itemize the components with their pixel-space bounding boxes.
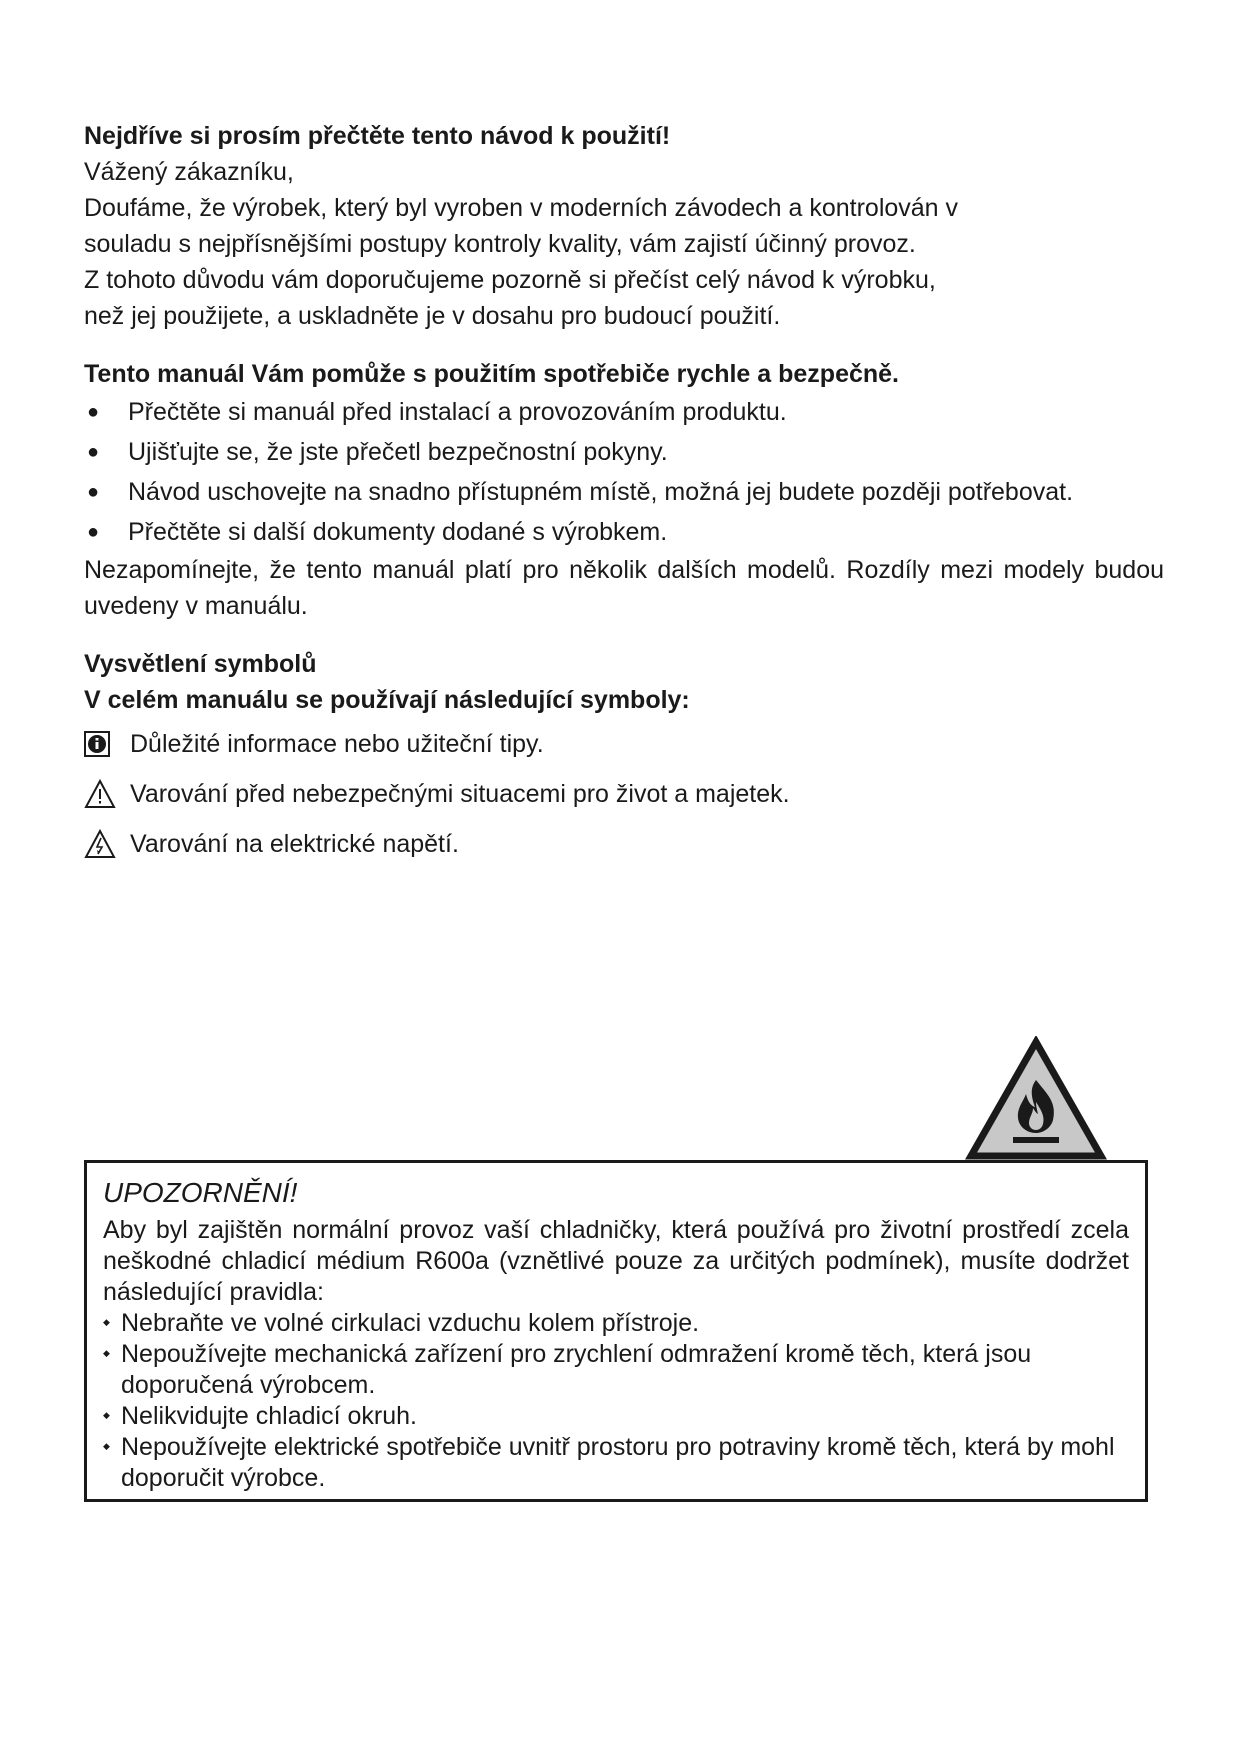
list-item: ◆ Nepoužívejte elektrické spotřebiče uvnitř prostoru pro potraviny kromě těch, která by mohl doporučit výrobce.	[103, 1432, 1129, 1494]
symbol-row-info	[84, 724, 1164, 764]
models-note: Nezapomínejte, že tento manuál platí pro několik dalších modelů. Rozdíly mezi modely budou uvedeny v manuálu.	[84, 556, 1164, 620]
manual-heading: Tento manuál Vám pomůže s použitím spotřebiče rychle a bezpečně.	[84, 360, 900, 388]
symbols-subheading: V celém manuálu se používají následující symboly:	[84, 686, 690, 714]
greeting: Vážený zákazníku,	[84, 158, 294, 186]
intro-line: souladu s nejpřísnějšími postupy kontroly kvality, vám zajistí účinný provoz.	[84, 230, 916, 258]
intro-heading: Nejdříve si prosím přečtěte tento návod k použití!	[84, 122, 671, 150]
warning-bullet-list	[103, 1308, 1129, 1494]
intro-line: než jej použijete, a uskladněte je v dosahu pro budoucí použití.	[84, 302, 781, 330]
symbol-text: Varování na elektrické napětí.	[130, 830, 459, 858]
list-item: ● Návod uschovejte na snadno přístupném místě, možná jej budete později potřebovat.	[84, 472, 1164, 512]
flammable-warning-icon	[965, 1036, 1107, 1167]
warning-title: UPOZORNĚNÍ!	[103, 1177, 298, 1208]
list-item: ● Ujišťujte se, že jste přečetl bezpečnostní pokyny.	[84, 432, 1164, 472]
symbols-heading: Vysvětlení symbolů	[84, 650, 317, 678]
symbol-text: Varování před nebezpečnými situacemi pro život a majetek.	[130, 780, 790, 808]
intro-paragraph	[84, 190, 1164, 334]
list-item: ● Přečtěte si další dokumenty dodané s výrobkem.	[84, 512, 1164, 552]
list-item: ◆ Nebraňte ve volné cirkulaci vzduchu kolem přístroje.	[103, 1308, 1129, 1339]
symbol-row-electric	[84, 824, 1164, 864]
electric-warning-icon	[84, 829, 118, 859]
warning-triangle-icon	[84, 779, 118, 809]
list-item: ● Přečtěte si manuál před instalací a provozováním produktu.	[84, 392, 1164, 432]
intro-line: Doufáme, že výrobek, který byl vyroben v moderních závodech a kontrolován v	[84, 194, 959, 222]
list-item: ◆ Nelikvidujte chladicí okruh.	[103, 1401, 1129, 1432]
manual-bullet-list	[84, 392, 1164, 552]
intro-line: Z tohoto důvodu vám doporučujeme pozorně si přečíst celý návod k výrobku,	[84, 266, 936, 294]
info-icon	[84, 731, 118, 757]
warning-box	[84, 1160, 1148, 1502]
symbol-text: Důležité informace nebo užiteční tipy.	[130, 730, 544, 758]
warning-text: Aby byl zajištěn normální provoz vaší chladničky, která používá pro životní prostředí zcela neškodné chladicí médium R600a (vznětlivé pouze za určitých podmínek), musíte dodržet následující pravidla:	[103, 1216, 1129, 1306]
intro-section	[84, 118, 1164, 874]
list-item: ◆ Nepoužívejte mechanická zařízení pro zrychlení odmražení kromě těch, která jsou doporučená výrobcem.	[103, 1339, 1129, 1401]
symbol-row-warning	[84, 774, 1164, 814]
